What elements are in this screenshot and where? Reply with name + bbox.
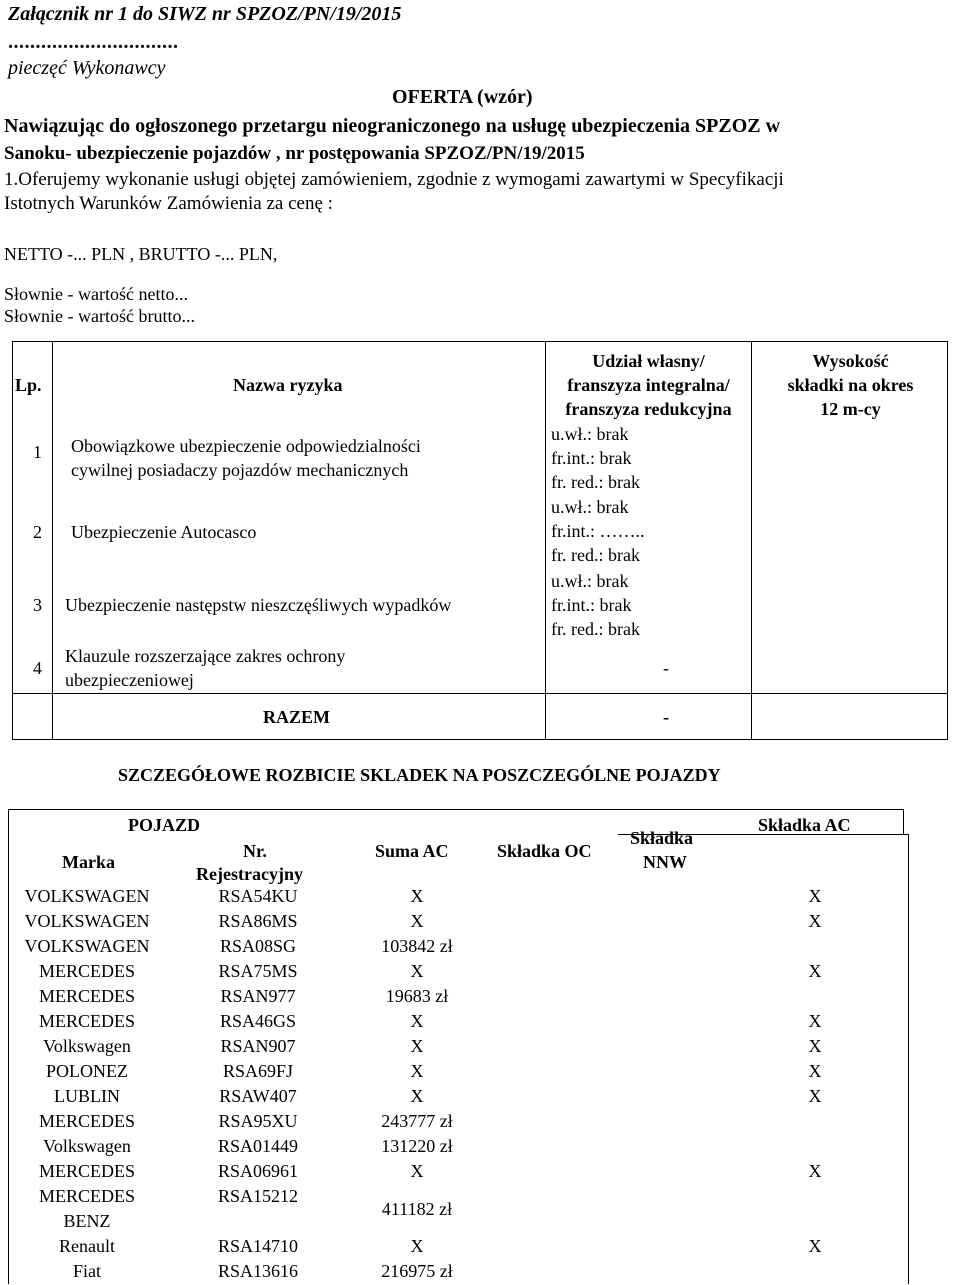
veh-grid-line — [903, 809, 904, 835]
risk-row-name: Obowiązkowe ubezpieczenie odpowiedzialności — [71, 436, 421, 456]
risk-row-lp: 1 — [33, 442, 42, 462]
veh-cell-nr: RSA95XU — [218, 1111, 298, 1131]
veh-cell-suma: X — [410, 911, 424, 931]
veh-cell-marka: MERCEDES — [38, 1011, 135, 1031]
attachment-title: Załącznik nr 1 do SIWZ nr SPZOZ/PN/19/2015 — [8, 3, 402, 25]
veh-cell-nr: RSA06961 — [217, 1161, 298, 1181]
risk-row-deductible: u.wł.: brak — [551, 424, 629, 444]
offer-line-2: Istotnych Warunków Zamówienia za cenę : — [4, 193, 333, 214]
offer-line-1: 1.Oferujemy wykonanie usługi objętej zamówieniem, zgodnie z wymogami zawartymi w Specyfikacji — [4, 169, 784, 190]
veh-header-nnw: Składka — [630, 828, 694, 848]
risk-row-lp: 3 — [33, 595, 42, 615]
header-premium-1: Wysokość — [812, 351, 889, 371]
veh-cell-suma: X — [410, 1011, 424, 1031]
veh-cell-suma: X — [410, 1236, 424, 1256]
veh-cell-nr: RSAN977 — [220, 986, 296, 1006]
stamp-dots: ............................... — [8, 31, 179, 53]
veh-cell-marka: BENZ — [63, 1211, 111, 1231]
veh-cell-suma: X — [410, 1086, 424, 1106]
intro-line-2: Sanoku- ubezpieczenie pojazdów , nr postępowania SPZOZ/PN/19/2015 — [4, 143, 585, 164]
risk-row-deductible: fr.int.: brak — [551, 448, 632, 468]
veh-cell-marka: VOLKSWAGEN — [24, 936, 150, 956]
risk-row-deductible: u.wł.: brak — [551, 497, 629, 517]
risk-row-deductible: fr.int.: …….. — [551, 521, 645, 541]
risk-row-deductible: fr. red.: brak — [551, 619, 640, 639]
veh-cell-nr: RSA01449 — [217, 1136, 298, 1156]
risk-row-name: Klauzule rozszerzające zakres ochrony — [65, 646, 346, 666]
header-deductible-3: franszyza redukcyjna — [565, 399, 732, 419]
veh-header-marka: Marka — [62, 852, 115, 872]
vehicles-section-title: SZCZEGÓŁOWE ROZBICIE SKLADEK NA POSZCZEGÓLNE POJAZDY — [118, 765, 721, 785]
risk-row-name: ubezpieczeniowej — [65, 670, 194, 690]
veh-cell-nr: RSA86MS — [218, 911, 298, 931]
veh-cell-ac: X — [808, 1236, 822, 1256]
veh-cell-ac: X — [808, 911, 822, 931]
netto-brutto-line: NETTO -... PLN , BRUTTO -... PLN, — [4, 244, 278, 264]
veh-cell-marka: Volkswagen — [43, 1036, 131, 1056]
veh-grid-line — [8, 809, 904, 810]
veh-cell-suma: 216975 zł — [381, 1261, 453, 1281]
risk-row-name: cywilnej posiadaczy pojazdów mechanicznych — [71, 460, 409, 480]
veh-cell-marka: LUBLIN — [54, 1086, 120, 1106]
slownie-netto: Słownie - wartość netto... — [4, 284, 188, 304]
veh-cell-ac: X — [808, 1086, 822, 1106]
veh-cell-suma: 411182 zł — [381, 1199, 453, 1219]
risk-row-deductible: u.wł.: brak — [551, 571, 629, 591]
veh-cell-nr: RSA15212 — [217, 1186, 298, 1206]
veh-cell-nr: RSA46GS — [219, 1011, 297, 1031]
veh-header-nr: Rejestracyjny — [196, 864, 303, 884]
risk-row-deductible: fr.int.: brak — [551, 595, 632, 615]
veh-cell-marka: MERCEDES — [38, 961, 135, 981]
header-deductible-1: Udział własny/ — [592, 351, 705, 371]
veh-header-pojazd: POJAZD — [128, 815, 200, 835]
veh-header-skladka-oc: Składka OC — [497, 841, 592, 861]
veh-cell-nr: RSA08SG — [219, 936, 297, 956]
risk-row-lp: 4 — [33, 658, 42, 678]
risk-row-deductible: fr. red.: brak — [551, 545, 640, 565]
veh-cell-suma: X — [410, 961, 424, 981]
header-risk-name: Nazwa ryzyka — [233, 375, 343, 395]
veh-cell-marka: MERCEDES — [38, 986, 135, 1006]
veh-cell-marka: VOLKSWAGEN — [24, 886, 150, 906]
veh-cell-nr: RSA75MS — [218, 961, 298, 981]
veh-cell-nr: RSA69FJ — [222, 1061, 294, 1081]
veh-cell-ac: X — [808, 961, 822, 981]
veh-cell-marka: MERCEDES — [38, 1186, 135, 1206]
veh-cell-marka: MERCEDES — [38, 1161, 135, 1181]
header-premium-2: składki na okres — [787, 375, 914, 395]
risk-row-name: Ubezpieczenie następstw nieszczęśliwych wypadków — [65, 595, 452, 615]
veh-header-skladka-ac: Składka AC — [758, 815, 851, 835]
veh-cell-marka: Volkswagen — [43, 1136, 131, 1156]
veh-header-nnw: NNW — [643, 852, 687, 872]
risk-row-deductible: - — [663, 658, 669, 678]
veh-cell-marka: POLONEZ — [46, 1061, 128, 1081]
veh-cell-suma: X — [410, 886, 424, 906]
veh-cell-nr: RSA13616 — [217, 1261, 298, 1281]
veh-cell-suma: X — [410, 1161, 424, 1181]
veh-cell-suma: 19683 zł — [385, 986, 449, 1006]
veh-cell-marka: VOLKSWAGEN — [24, 911, 150, 931]
total-value: - — [663, 707, 669, 727]
veh-header-nr: Nr. — [243, 841, 267, 861]
risk-row-deductible: fr. red.: brak — [551, 472, 640, 492]
risk-row-lp: 2 — [33, 522, 42, 542]
veh-cell-marka: Renault — [59, 1236, 115, 1256]
veh-cell-ac: X — [808, 1011, 822, 1031]
veh-cell-nr: RSAN907 — [220, 1036, 296, 1056]
veh-cell-marka: MERCEDES — [38, 1111, 135, 1131]
veh-cell-suma: X — [410, 1036, 424, 1056]
veh-cell-ac: X — [808, 1036, 822, 1056]
veh-cell-ac: X — [808, 1161, 822, 1181]
page-title: OFERTA (wzór) — [392, 86, 533, 108]
veh-cell-ac: X — [808, 886, 822, 906]
veh-cell-nr: RSA14710 — [217, 1236, 298, 1256]
veh-cell-nr: RSAW407 — [219, 1086, 297, 1106]
veh-cell-marka: Fiat — [72, 1261, 101, 1281]
intro-line-1: Nawiązując do ogłoszonego przetargu nieograniczonego na usługę ubezpieczenia SPZOZ w — [4, 115, 781, 137]
header-premium-3: 12 m-cy — [820, 399, 881, 419]
veh-header-suma-ac: Suma AC — [375, 841, 449, 861]
veh-cell-nr: RSA54KU — [218, 886, 298, 906]
stamp-label: pieczęć Wykonawcy — [8, 57, 166, 79]
total-label: RAZEM — [263, 707, 330, 727]
veh-cell-ac: X — [808, 1061, 822, 1081]
slownie-brutto: Słownie - wartość brutto... — [4, 306, 195, 326]
veh-cell-suma: 103842 zł — [381, 936, 453, 956]
risk-row-name: Ubezpieczenie Autocasco — [71, 522, 257, 542]
veh-cell-suma: 243777 zł — [381, 1111, 453, 1131]
header-deductible-2: franszyza integralna/ — [567, 375, 730, 395]
veh-cell-suma: 131220 zł — [381, 1136, 453, 1156]
veh-cell-suma: X — [410, 1061, 424, 1081]
header-lp: Lp. — [15, 375, 42, 395]
